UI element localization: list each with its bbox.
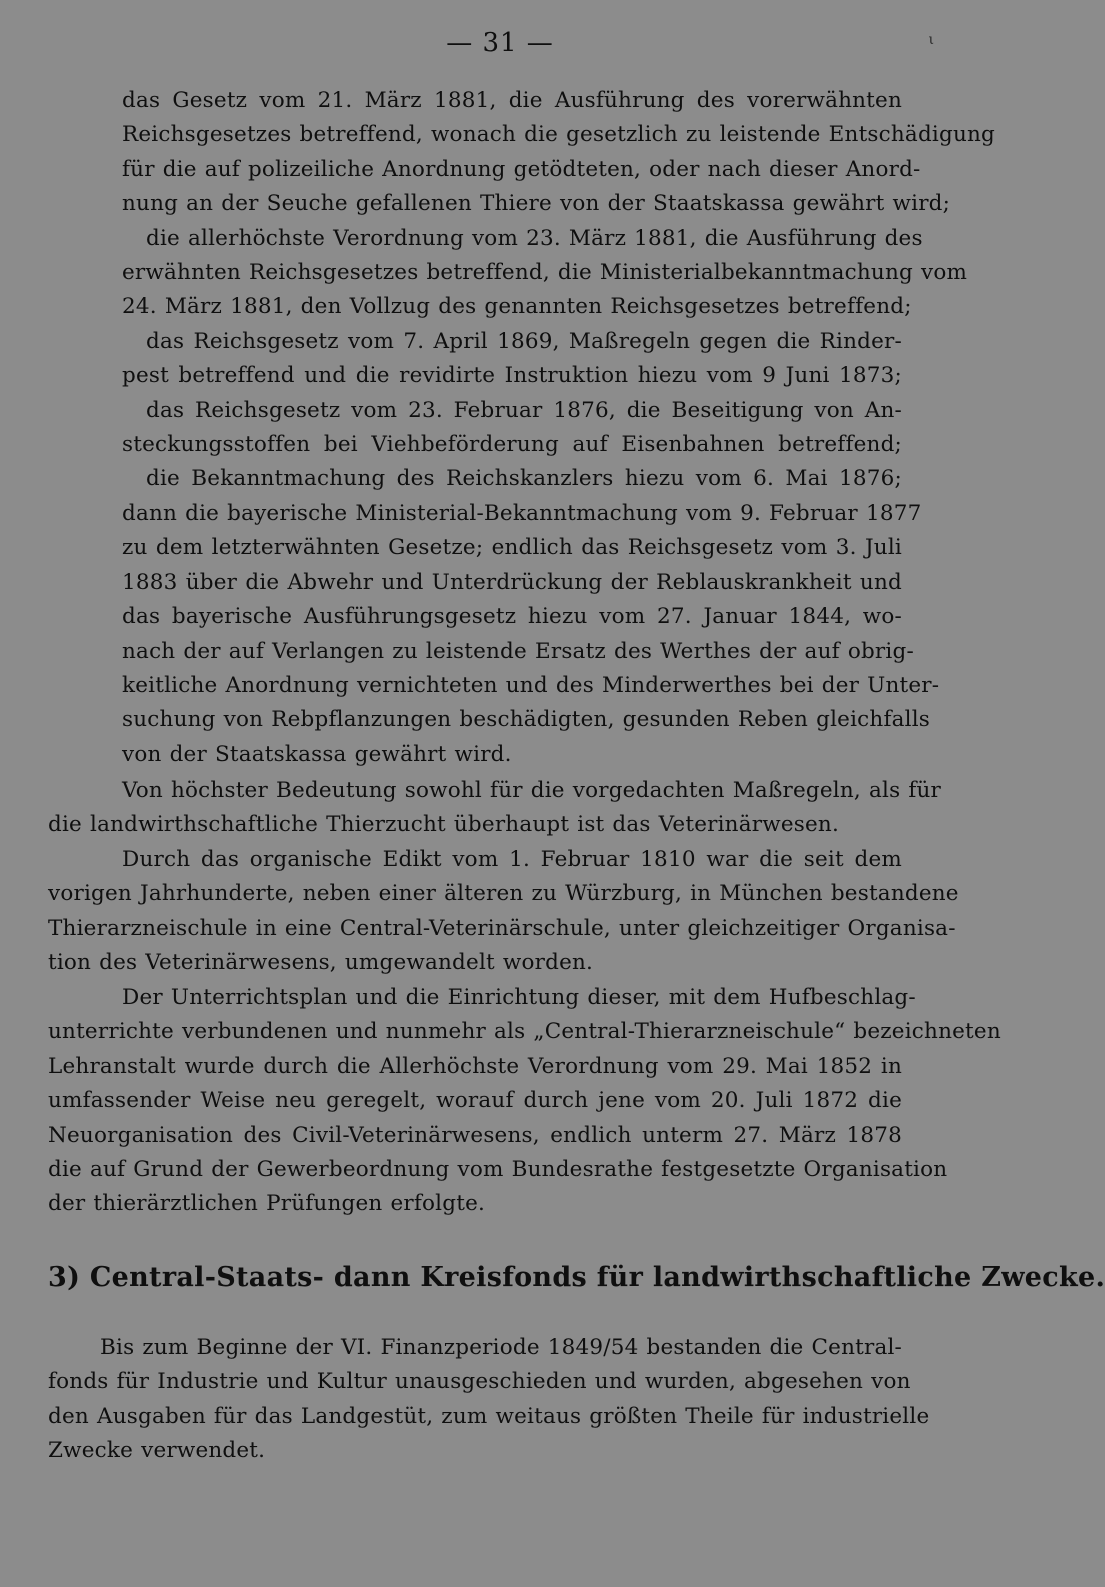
text-line: das Reichsgesetz vom 23. Februar 1876, die Beseitigung von An- [146,397,902,423]
fonds-paragraph [48,1331,930,1469]
text-line: 1883 über die Abwehr und Unterdrückung der Reblauskrankheit und [122,569,902,595]
text-line: Von höchster Bedeutung sowohl für die vorgedachten Maßregeln, als für [122,778,942,803]
text-line: das Reichsgesetz vom 7. April 1869, Maßregeln gegen die Rinder- [146,328,902,354]
text-line: suchung von Rebpflanzungen beschädigten, gesunden Reben gleichfalls [122,707,931,733]
text-line: Zwecke verwendet. [48,1438,266,1464]
text-line: Reichsgesetzes betreffend, wonach die gesetzlich zu leistende Entschädigung [122,122,996,148]
text-line: fonds für Industrie und Kultur unausgeschieden und wurden, abgesehen von [48,1369,911,1395]
text-line: die Bekanntmachung des Reichskanzlers hiezu vom 6. Mai 1876; [146,466,902,492]
text-line: steckungsstoffen bei Viehbeförderung auf Eisenbahnen betreffend; [122,432,902,458]
text-line: nach der auf Verlangen zu leistende Ersatz des Werthes der auf obrig- [122,638,914,664]
text-line: nung an der Seuche gefallenen Thiere von der Staatskassa gewährt wird; [122,191,951,217]
text-line: keitliche Anordnung vernichteten und des Minderwerthes bei der Unter- [122,672,940,698]
text-line: die auf Grund der Gewerbeordnung vom Bundesrathe festgesetzte Organisation [48,1157,948,1183]
text-line: für die auf polizeiliche Anordnung getödteten, oder nach dieser Anord- [122,156,921,182]
text-line: Bis zum Beginne der VI. Finanzperiode 1849/54 bestanden die Central- [100,1335,903,1360]
text-line: zu dem letzterwähnten Gesetze; endlich das Reichsgesetz vom 3. Juli [122,535,902,561]
text-line: Lehranstalt wurde durch die Allerhöchste Verordnung vom 29. Mai 1852 in [48,1053,902,1079]
veterinary-intro-paragraph [48,774,942,843]
text-line: dann die bayerische Ministerial-Bekanntmachung vom 9. Februar 1877 [122,500,922,526]
edict-paragraph [48,843,959,981]
text-line: die allerhöchste Verordnung vom 23. März 1881, die Ausführung des [146,225,923,251]
text-line: 24. März 1881, den Vollzug des genannten Reichsgesetzes betreffend; [122,294,912,320]
text-line: die landwirthschaftliche Thierzucht überhaupt ist das Veterinärwesen. [48,812,839,838]
section-heading: 3) Central-Staats- dann Kreisfonds für landwirthschaftliche Zwecke. [48,1262,1105,1293]
text-line: das Gesetz vom 21. März 1881, die Ausführung des vorerwähnten [122,88,902,113]
text-line: tion des Veterinärwesens, umgewandelt worden. [48,950,594,976]
page-number: — 31 — [446,28,554,58]
text-line: Neuorganisation des Civil-Veterinärwesens, endlich unterm 27. März 1878 [48,1122,902,1148]
law-list-paragraph [122,84,996,772]
text-line: unterrichte verbundenen und nunmehr als „Central-Thierarzneischule“ bezeichneten [48,1019,1001,1045]
text-line: den Ausgaben für das Landgestüt, zum weitaus größten Theile für industrielle [48,1403,930,1429]
text-line: vorigen Jahrhunderte, neben einer älteren zu Würzburg, in München bestandene [48,881,959,907]
text-line: erwähnten Reichsgesetzes betreffend, die Ministerialbekanntmachung vom [122,260,968,286]
text-line: Durch das organische Edikt vom 1. Februar 1810 war die seit dem [122,847,902,872]
text-line: das bayerische Ausführungsgesetz hiezu vom 27. Januar 1844, wo- [122,604,902,630]
text-line: pest betreffend und die revidirte Instruktion hiezu vom 9 Juni 1873; [122,363,902,389]
text-line: umfassender Weise neu geregelt, worauf durch jene vom 20. Juli 1872 die [48,1088,902,1114]
corner-mark: ι [928,32,934,48]
text-line: von der Staatskassa gewährt wird. [122,741,512,767]
curriculum-paragraph [48,981,1001,1222]
text-line: Der Unterrichtsplan und die Einrichtung dieser, mit dem Hufbeschlag- [122,985,916,1010]
text-line: der thierärztlichen Prüfungen erfolgte. [48,1191,486,1217]
text-line: Thierarzneischule in eine Central-Veterinärschule, unter gleichzeitiger Organisa- [48,915,956,941]
